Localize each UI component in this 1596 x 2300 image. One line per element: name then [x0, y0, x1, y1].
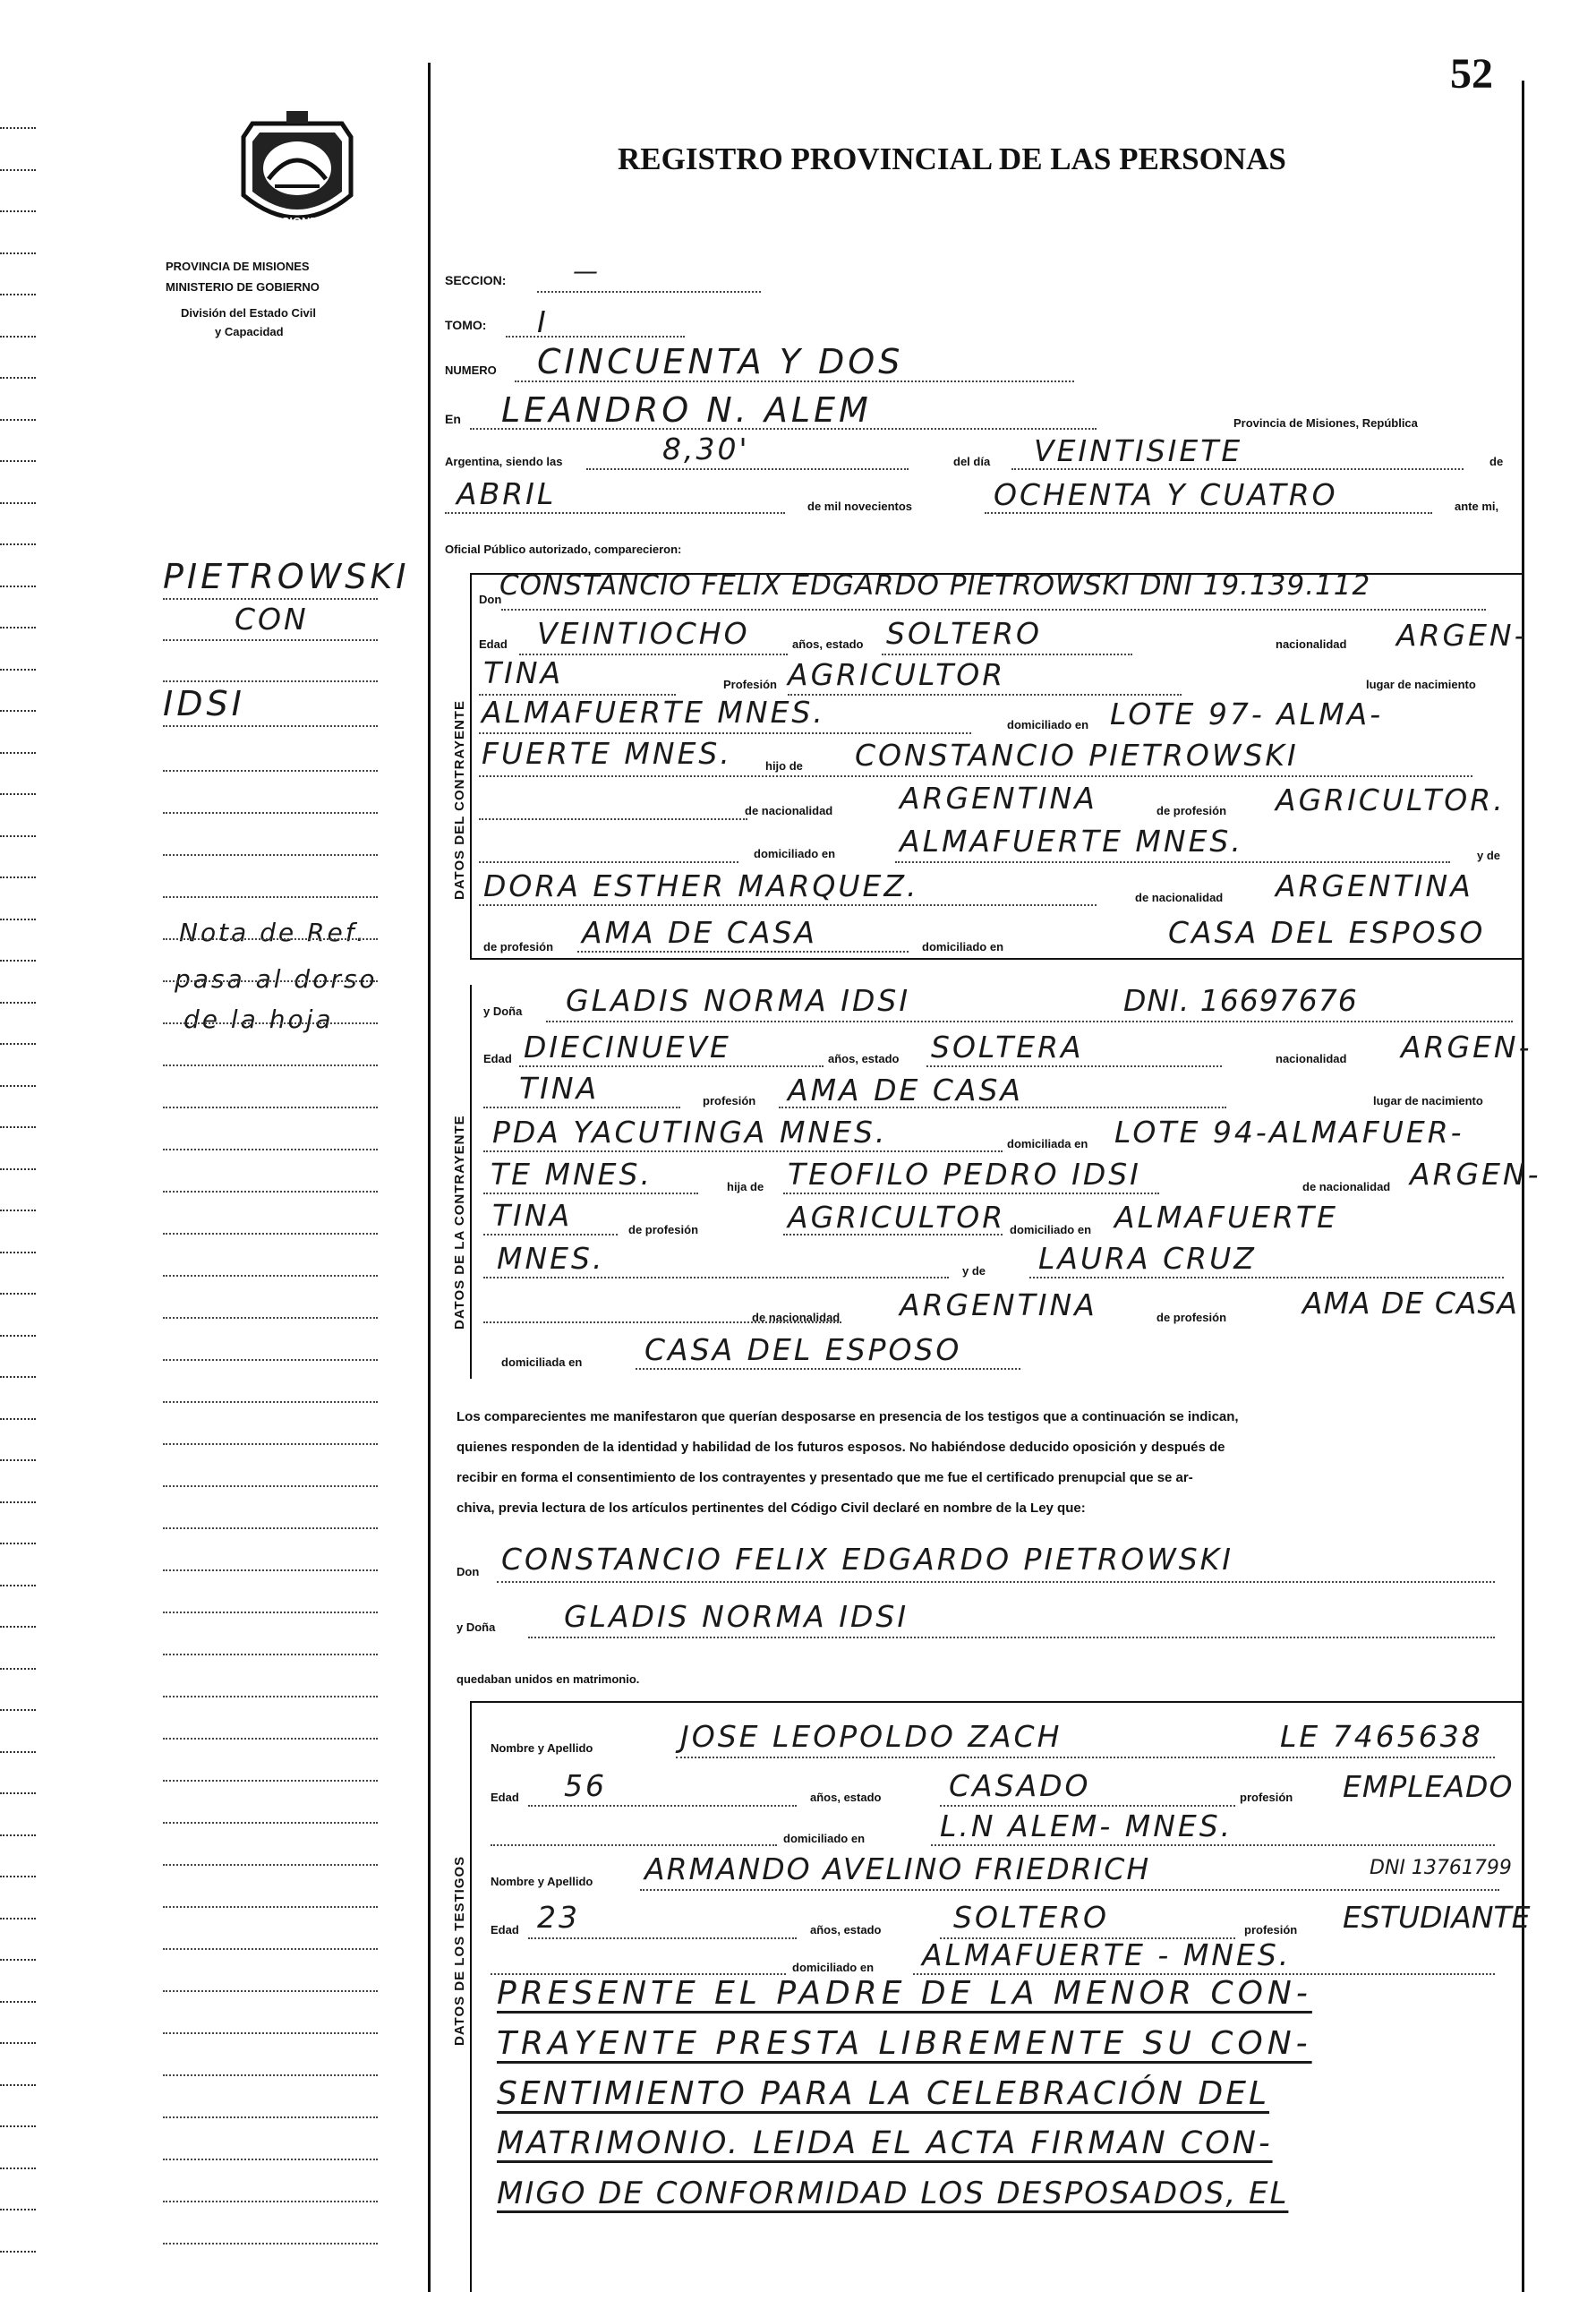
contrayente-nacionalidad-2: TINA [483, 655, 564, 690]
contrayente-lugar-label: lugar de nacimiento [1366, 678, 1476, 691]
contrayente-f-nombre: GLADIS NORMA IDSI [566, 983, 911, 1018]
contrayente-estado: SOLTERO [886, 616, 1042, 651]
margin-dotted-line [163, 1990, 378, 1992]
statement-closing: quedaban unidos en matrimonio. [457, 1672, 640, 1686]
margin-dotted-line [163, 2032, 378, 2034]
t2-estado-label: años, estado [810, 1923, 882, 1937]
statement-line-4: chiva, previa lectura de los artículos pertinentes del Código Civil declaré en nombre de la Ley que: [457, 1501, 1086, 1516]
margin-dotted-line [163, 1191, 378, 1193]
contrayente-f-hija-label: hija de [727, 1180, 764, 1193]
margin-tick [0, 294, 36, 295]
margin-tick [0, 1792, 36, 1794]
contrayente-f-profesion-label: profesión [703, 1094, 756, 1107]
contrayente-domicilio-1: LOTE 97- ALMA- [1110, 697, 1384, 731]
margin-dotted-line [163, 1948, 378, 1950]
numero-label: NUMERO [445, 363, 497, 377]
margin-dotted-line [163, 1527, 378, 1529]
margin-dotted-line [163, 1612, 378, 1613]
contrayente-lugar: ALMAFUERTE MNES. [482, 695, 825, 730]
contrayente-madre: DORA ESTHER MARQUEZ. [483, 868, 919, 903]
margin-dotted-line [163, 896, 378, 898]
contrayente-hijo-label: hijo de [765, 759, 803, 773]
margin-dotted-line [163, 1485, 378, 1487]
contrayente-f-domicilio-label: domiciliada en [1007, 1137, 1088, 1150]
contrayente-f-madre-nac-label: de nacionalidad [752, 1311, 841, 1324]
margin-dotted-line [163, 1401, 378, 1403]
contrayente-f-madre-dom-label: domiciliada en [501, 1355, 583, 1369]
contrayente-f-domicilio-1: LOTE 94-ALMAFUER- [1114, 1115, 1464, 1150]
margin-tick [0, 1668, 36, 1670]
contrayente-f-padre-prof: AGRICULTOR [788, 1200, 1006, 1235]
contrayente-f-nacionalidad-1: ARGEN- [1401, 1030, 1532, 1064]
margin-tick [0, 627, 36, 628]
margin-tick [0, 1210, 36, 1211]
mes-value: ABRIL [457, 476, 557, 511]
seal-text: MISIONES [269, 215, 326, 228]
margin-tick [0, 1959, 36, 1961]
margin-tick [0, 127, 36, 129]
contrayente-profesion-label: Profesión [723, 678, 777, 691]
t1-nombre: JOSE LEOPOLDO ZACH [680, 1719, 1063, 1754]
contrayente-f-edad-label: Edad [483, 1052, 512, 1065]
contrayente-madre-prof-label: de profesión [483, 940, 554, 953]
margin-dotted-line [163, 1906, 378, 1908]
contrayente-domicilio-label: domiciliado en [1007, 718, 1089, 731]
observaciones-line-5: MIGO DE CONFORMIDAD LOS DESPOSADOS, EL [497, 2176, 1289, 2211]
margin-dotted-line [163, 2116, 378, 2118]
margin-tick [0, 502, 36, 504]
margin-tick [0, 1876, 36, 1877]
t1-edad-label: Edad [491, 1791, 519, 1804]
margin-tick [0, 1043, 36, 1045]
oficial-label: Oficial Público autorizado, comparecieron: [445, 543, 682, 556]
margin-tick [0, 1376, 36, 1378]
margin-tick [0, 1585, 36, 1586]
tomo-value: I [537, 304, 549, 339]
statement-dona-label: y Doña [457, 1620, 496, 1634]
contrayente-edad: VEINTIOCHO [537, 616, 750, 651]
contrayente-f-padre-dom-1: ALMAFUERTE [1114, 1200, 1338, 1235]
contrayente-padre: CONSTANCIO PIETROWSKI [855, 738, 1299, 773]
margin-dotted-line [163, 1443, 378, 1445]
t2-edad-label: Edad [491, 1923, 519, 1937]
ante-label: ante mi, [1455, 500, 1499, 513]
contrayente-f-lugar-label: lugar de nacimiento [1373, 1094, 1483, 1107]
margin-surname-2: IDSI [163, 684, 245, 723]
margin-tick [0, 1335, 36, 1337]
margin-tick [0, 1418, 36, 1420]
margin-dotted-line [163, 1738, 378, 1740]
seccion-value: — [573, 256, 601, 286]
margin-dotted-line [163, 854, 378, 856]
margin-dotted-line [163, 1149, 378, 1150]
margin-tick [0, 1459, 36, 1461]
t2-edad: 23 [537, 1900, 580, 1935]
contrayente-madre-dom: CASA DEL ESPOSO [1168, 915, 1486, 950]
margin-tick [0, 1626, 36, 1628]
margin-tick [0, 460, 36, 462]
contrayente-f-padre: TEOFILO PEDRO IDSI [788, 1157, 1141, 1192]
margin-tick [0, 793, 36, 795]
dia-value: VEINTISIETE [1034, 433, 1243, 468]
margin-tick [0, 2209, 36, 2210]
contrayente-f-padre-nac-label: de nacionalidad [1302, 1180, 1391, 1193]
margin-tick [0, 835, 36, 837]
contrayente-f-padre-dom-2: MNES. [497, 1241, 605, 1276]
contrayente-f-estado: SOLTERA [931, 1030, 1084, 1064]
margin-dotted-line [163, 812, 378, 814]
margin-tick [0, 1293, 36, 1295]
province-name: PROVINCIA DE MISIONES [166, 260, 310, 273]
margin-tick [0, 1168, 36, 1170]
argentina-label: Argentina, siendo las [445, 455, 563, 468]
margin-dotted-line [163, 1275, 378, 1277]
t2-nombre-label: Nombre y Apellido [491, 1875, 593, 1888]
observaciones-line-3: SENTIMIENTO PARA LA CELEBRACIÓN DEL [497, 2075, 1270, 2112]
contrayente-domicilio-2: FUERTE MNES. [482, 736, 732, 771]
division-line-1: División del Estado Civil [181, 306, 316, 320]
margin-tick [0, 2167, 36, 2169]
page-number: 52 [1450, 50, 1493, 98]
t1-estado-label: años, estado [810, 1791, 882, 1804]
contrayente-f-estado-label: años, estado [828, 1052, 900, 1065]
t1-profesion-label: profesión [1240, 1791, 1293, 1804]
contrayente-f-padre-dom-label: domiciliado en [1010, 1223, 1092, 1236]
statement-don-label: Don [457, 1565, 480, 1578]
contrayente-nacionalidad-label: nacionalidad [1276, 637, 1347, 651]
en-value: LEANDRO N. ALEM [501, 390, 872, 430]
margin-dotted-line [163, 1780, 378, 1782]
margin-tick [0, 1834, 36, 1836]
margin-dotted-line [163, 1864, 378, 1866]
margin-tick [0, 669, 36, 671]
t2-nombre: ARMANDO AVELINO FRIEDRICH [644, 1851, 1151, 1886]
contrayente-f-madre-dom: CASA DEL ESPOSO [644, 1332, 962, 1367]
margin-tick [0, 2125, 36, 2127]
margin-tick [0, 586, 36, 587]
margin-tick [0, 960, 36, 962]
t2-profesion: ESTUDIANTE [1343, 1900, 1531, 1935]
margin-dotted-line [163, 1022, 378, 1024]
margin-tick [0, 169, 36, 171]
contrayente-f-padre-nac-1: ARGEN- [1410, 1157, 1541, 1192]
ministry-name: MINISTERIO DE GOBIERNO [166, 280, 320, 294]
margin-dotted-line [163, 2074, 378, 2076]
t2-domicilio: ALMAFUERTE - MNES. [922, 1937, 1292, 1972]
margin-tick [0, 1918, 36, 1920]
margin-tick [0, 252, 36, 254]
margin-tick [0, 2251, 36, 2253]
margin-tick [0, 1709, 36, 1711]
statement-line-1: Los comparecientes me manifestaron que querían desposarse en presencia de los testigos que a continuación se indican, [457, 1409, 1239, 1424]
margin-tick [0, 1085, 36, 1087]
contrayente-y-de-label: y de [1477, 849, 1501, 862]
margin-tick [0, 1002, 36, 1004]
contrayente-padre-prof-label: de profesión [1156, 804, 1227, 817]
statement-line-3: recibir en forma el consentimiento de los contrayentes y presentado que me fue el certificado prenupcial que se ar- [457, 1470, 1193, 1485]
statement-don-value: CONSTANCIO FELIX EDGARDO PIETROWSKI [501, 1542, 1234, 1577]
contrayente-padre-nac: ARGENTINA [900, 781, 1097, 816]
dia-label: del día [953, 455, 991, 468]
contrayente-padre-dom-label: domiciliado en [754, 847, 836, 860]
numero-value: CINCUENTA Y DOS [537, 342, 904, 381]
t2-domicilio-label: domiciliado en [792, 1961, 875, 1974]
contrayente-f-padre-nac-2: TINA [492, 1198, 573, 1233]
contrayente-f-domicilio-2: TE MNES. [491, 1157, 653, 1192]
contrayente-madre-nac-label: de nacionalidad [1135, 891, 1224, 904]
contrayente-f-madre-prof-label: de profesión [1156, 1311, 1227, 1324]
margin-dotted-line [163, 980, 378, 982]
section-label-testigos: DATOS DE LOS TESTIGOS [452, 1855, 467, 2046]
margin-tick [0, 2084, 36, 2086]
de-label: de [1489, 455, 1504, 468]
margin-tick [0, 210, 36, 212]
contrayente-f-madre-prof: AMA DE CASA [1302, 1286, 1519, 1321]
margin-nota-3: de la hoja [183, 1005, 334, 1034]
t1-profesion: EMPLEADO [1343, 1769, 1514, 1804]
don-label: Don [479, 593, 502, 606]
contrayente-estado-label: años, estado [792, 637, 864, 651]
margin-tick [0, 377, 36, 379]
contrayente-profesion: AGRICULTOR [788, 657, 1006, 692]
margin-dotted-line [163, 1107, 378, 1108]
contrayente-padre-nac-label: de nacionalidad [745, 804, 833, 817]
contrayente-madre-prof: AMA DE CASA [582, 915, 818, 950]
margin-con: CON [235, 602, 309, 637]
margin-dotted-line [163, 938, 378, 940]
margin-tick [0, 2001, 36, 2003]
contrayente-nacionalidad-1: ARGEN- [1396, 618, 1528, 653]
seccion-label: SECCION: [445, 273, 507, 287]
section-label-contrayente: DATOS DEL CONTRAYENTE [452, 700, 467, 900]
hora-value: 8,30' [662, 432, 750, 466]
t1-edad: 56 [564, 1768, 607, 1803]
margin-tick [0, 710, 36, 712]
t1-doc: LE 7465638 [1280, 1719, 1483, 1754]
margin-surname-1: PIETROWSKI [163, 557, 410, 596]
contrayente-madre-dom-label: domiciliado en [922, 940, 1004, 953]
margin-dotted-line [163, 1822, 378, 1824]
contrayente-f-lugar: PDA YACUTINGA MNES. [492, 1115, 888, 1150]
margin-tick [0, 1751, 36, 1753]
statement-dona-value: GLADIS NORMA IDSI [564, 1599, 909, 1634]
margin-dotted-line [163, 2243, 378, 2244]
margin-tick [0, 2042, 36, 2044]
statement-line-2: quienes responden de la identidad y habilidad de los futuros esposos. No habiéndose deducido oposición y después de [457, 1440, 1225, 1455]
margin-tick [0, 919, 36, 920]
contrayente-nombre: CONSTANCIO FELIX EDGARDO PIETROWSKI DNI 19.139.112 [499, 569, 1371, 602]
margin-dotted-line [163, 1569, 378, 1571]
margin-tick [0, 876, 36, 878]
en-label: En [445, 412, 461, 426]
margin-tick [0, 336, 36, 338]
t2-estado: SOLTERO [953, 1900, 1109, 1935]
contrayente-padre-prof: AGRICULTOR. [1276, 782, 1506, 817]
contrayente-f-madre: LAURA CRUZ [1038, 1241, 1257, 1276]
t2-profesion-label: profesión [1244, 1923, 1298, 1937]
section-label-contrayente-f: DATOS DE LA CONTRAYENTE [452, 1115, 467, 1330]
margin-dotted-line [163, 1359, 378, 1361]
contrayente-f-y-de-label: y de [962, 1264, 986, 1278]
margin-dotted-line [163, 1064, 378, 1066]
margin-dotted-line [163, 1696, 378, 1697]
provincial-seal [235, 106, 360, 240]
t1-domicilio: L.N ALEM- MNES. [940, 1808, 1233, 1843]
margin-dotted-line [163, 1233, 378, 1235]
observaciones-line-2: TRAYENTE PRESTA LIBREMENTE SU CON- [497, 2025, 1312, 2062]
mil-label: de mil novecientos [807, 500, 913, 513]
margin-dotted-line [163, 770, 378, 772]
contrayente-edad-label: Edad [479, 637, 508, 651]
main-vertical-rule [428, 63, 431, 2292]
contrayente-madre-nac: ARGENTINA [1276, 868, 1473, 903]
margin-tick [0, 752, 36, 754]
margin-tick [0, 1501, 36, 1503]
contrayente-padre-dom: ALMAFUERTE MNES. [900, 824, 1243, 859]
margin-dotted-line [163, 2159, 378, 2160]
margin-dotted-line [163, 1317, 378, 1319]
observaciones-line-4: MATRIMONIO. LEIDA EL ACTA FIRMAN CON- [497, 2125, 1273, 2161]
margin-tick [0, 1543, 36, 1544]
t2-doc: DNI 13761799 [1370, 1857, 1512, 1879]
tomo-label: TOMO: [445, 318, 487, 332]
observaciones-line-1: PRESENTE EL PADRE DE LA MENOR CON- [497, 1975, 1312, 2012]
page-title: REGISTRO PROVINCIAL DE LAS PERSONAS [618, 141, 1286, 176]
contrayente-f-nacionalidad-2: TINA [519, 1071, 600, 1106]
t1-nombre-label: Nombre y Apellido [491, 1741, 593, 1755]
margin-dotted-line [163, 2201, 378, 2202]
margin-nota-2: pasa al dorso [175, 964, 378, 994]
anio-value: OCHENTA Y CUATRO [994, 477, 1338, 512]
contrayente-f-edad: DIECINUEVE [524, 1030, 731, 1064]
contrayente-f-dni: DNI. 16697676 [1123, 983, 1358, 1018]
margin-tick [0, 419, 36, 421]
margin-dotted-line [163, 1654, 378, 1655]
margin-tick [0, 1126, 36, 1128]
contrayente-f-madre-nac: ARGENTINA [900, 1287, 1097, 1322]
t1-estado: CASADO [949, 1768, 1091, 1803]
contrayente-f-padre-prof-label: de profesión [628, 1223, 699, 1236]
division-line-2: y Capacidad [215, 325, 284, 338]
provincia-label: Provincia de Misiones, República [1233, 416, 1418, 430]
t1-domicilio-label: domiciliado en [783, 1832, 866, 1845]
dona-label: y Doña [483, 1005, 523, 1018]
contrayente-f-profesion: AMA DE CASA [788, 1073, 1024, 1107]
margin-nota-1: Nota de Ref. [179, 918, 367, 947]
contrayente-f-nacionalidad-label: nacionalidad [1276, 1052, 1347, 1065]
margin-tick [0, 543, 36, 545]
margin-tick [0, 1252, 36, 1253]
